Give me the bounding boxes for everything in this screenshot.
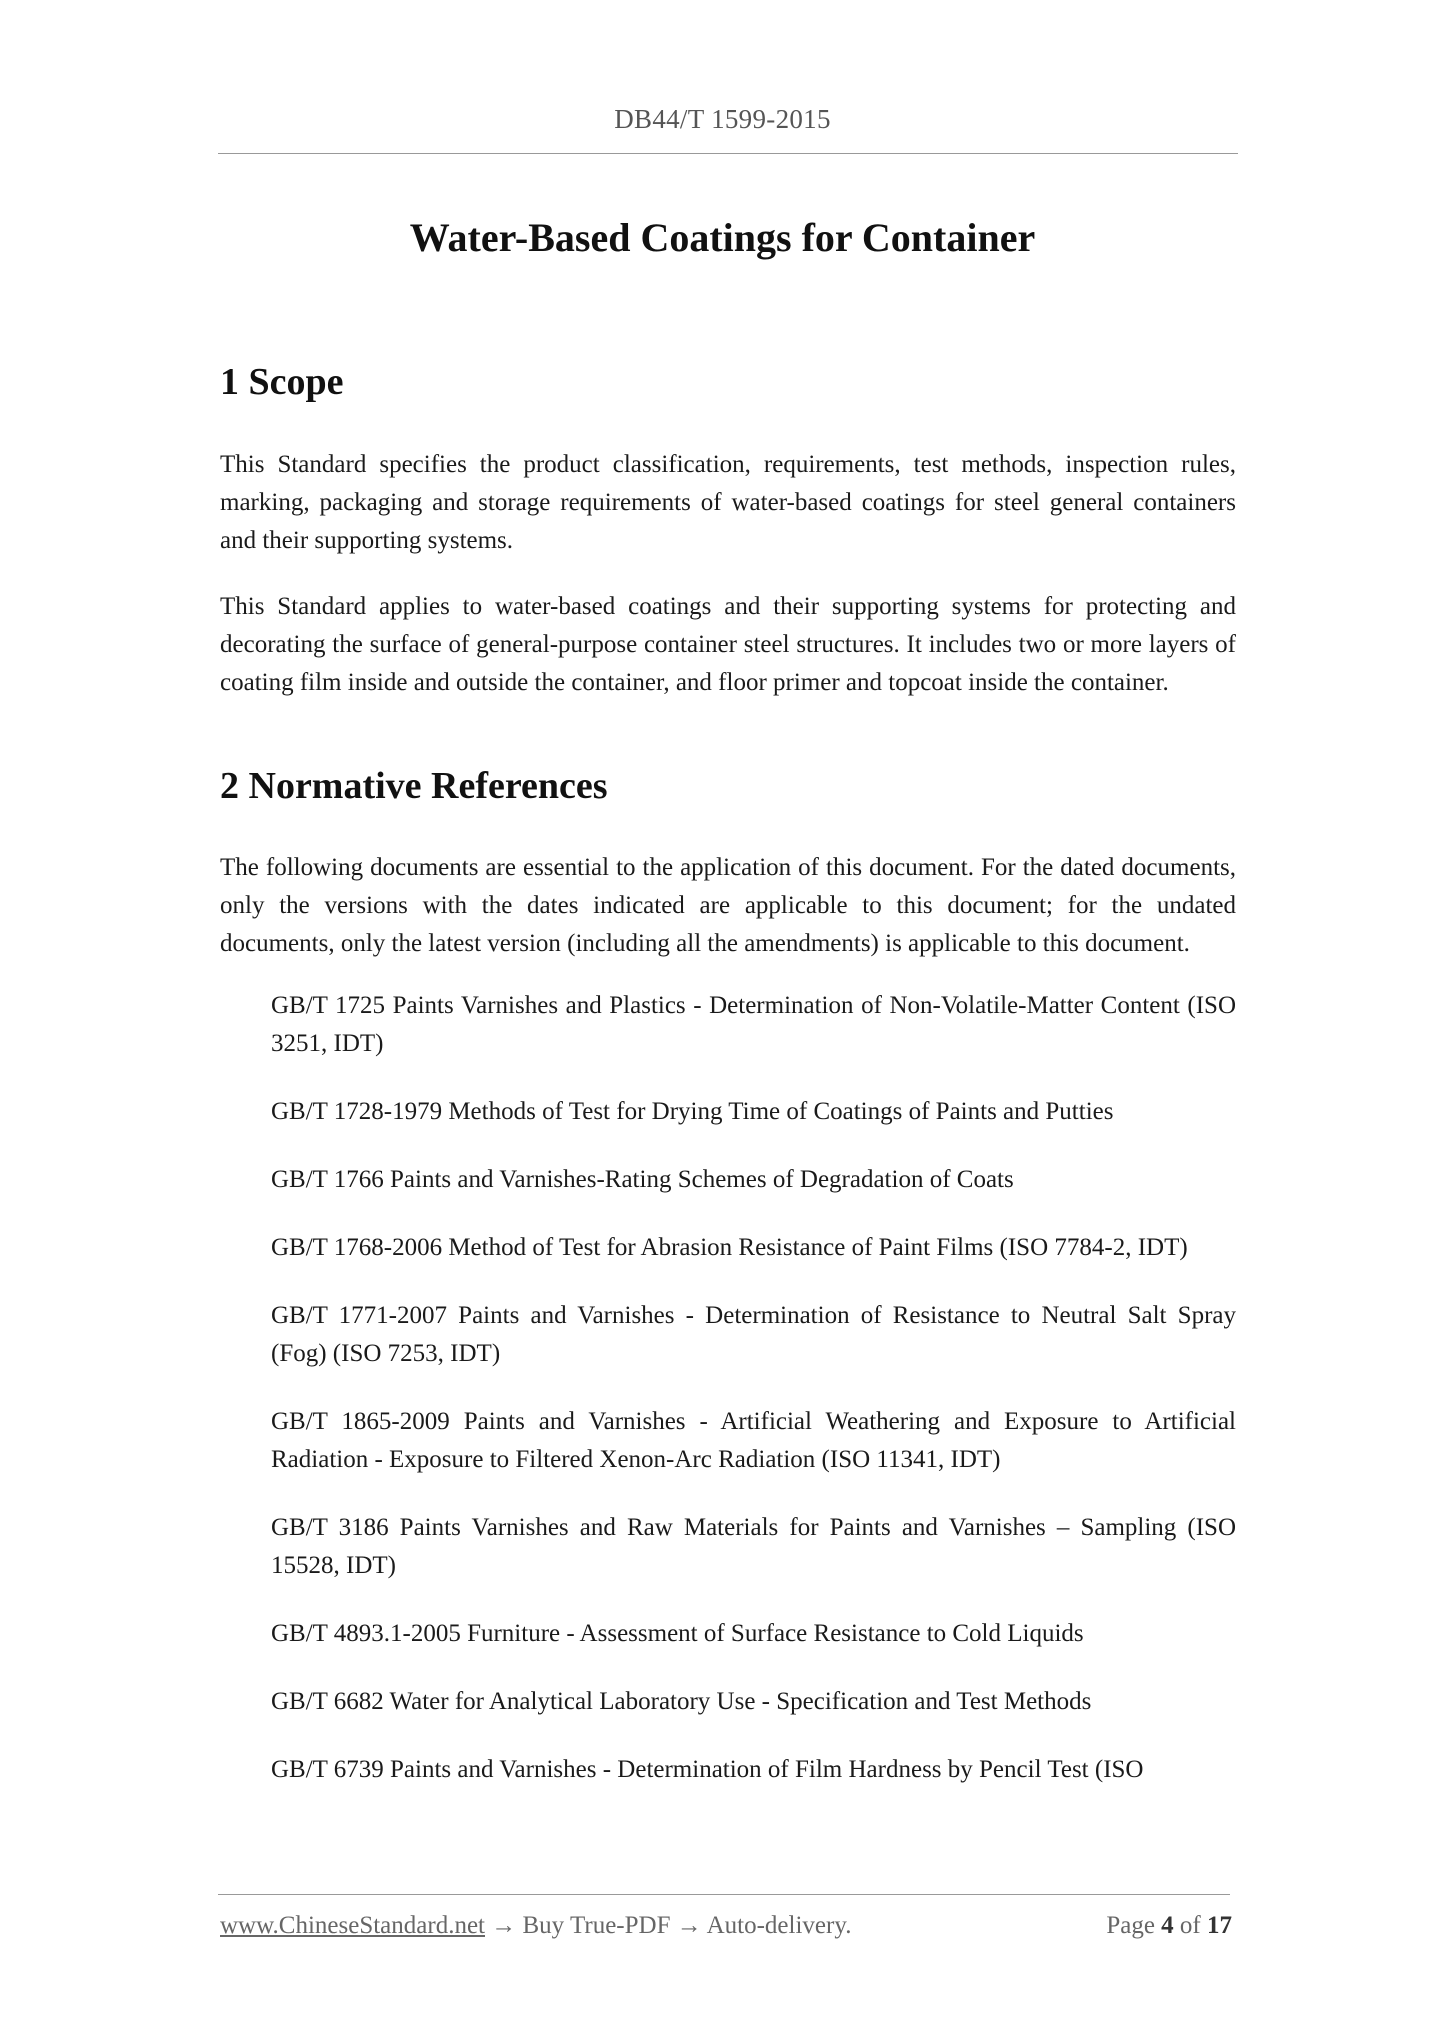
scope-paragraph: This Standard specifies the product classification, requirements, test methods, inspection rules, marking, packaging and storage requirements of water-based coatings for steel general containers and their supporting systems.: [220, 450, 1236, 554]
scope-paragraph: This Standard applies to water-based coatings and their supporting systems for protecting and decorating the surface of general-purpose container steel structures. It includes two or more layers of coating film inside and outside the container, and floor primer and topcoat inside the container.: [220, 592, 1236, 696]
section-heading-normative-references: 2 Normative References: [220, 764, 608, 807]
document-body: [220, 360, 1236, 1819]
current-page: 4: [1161, 1912, 1174, 1939]
buy-pdf-text: Buy True-PDF: [522, 1912, 671, 1939]
references-intro-paragraph: The following documents are essential to the application of this document. For the dated documents, only the versions with the dates indicated are applicable to this document; for the undated documents, only the latest version (including all the amendments) is applicable to this document.: [220, 854, 1236, 958]
reference-item: GB/T 1728-1979 Methods of Test for Drying Time of Coatings of Paints and Putties: [271, 1098, 1114, 1126]
reference-item: GB/T 6682 Water for Analytical Laboratory Use - Specification and Test Methods: [271, 1688, 1092, 1716]
of-label: of: [1179, 1912, 1201, 1939]
running-header: DB44/T 1599-2015: [614, 104, 831, 134]
reference-item: GB/T 4893.1-2005 Furniture - Assessment of Surface Resistance to Cold Liquids: [271, 1620, 1084, 1648]
reference-item: GB/T 1725 Paints Varnishes and Plastics - Determination of Non-Volatile-Matter Content (ISO 3251, IDT): [271, 992, 1236, 1058]
reference-item: GB/T 1865-2009 Paints and Varnishes - Artificial Weathering and Exposure to Artificial Radiation - Exposure to Filtered Xenon-Arc Radiation (ISO 11341, IDT): [271, 1408, 1236, 1474]
header-divider: [218, 153, 1238, 154]
page-number: [1106, 1912, 1232, 1940]
footer-divider: [218, 1894, 1230, 1895]
website-link[interactable]: www.ChineseStandard.net: [220, 1912, 485, 1939]
footer-promo: [220, 1912, 851, 1940]
reference-item: GB/T 1766 Paints and Varnishes-Rating Schemes of Degradation of Coats: [271, 1166, 1014, 1194]
auto-delivery-text: Auto-delivery.: [706, 1912, 852, 1939]
reference-item: GB/T 1768-2006 Method of Test for Abrasion Resistance of Paint Films (ISO 7784-2, IDT): [271, 1234, 1188, 1262]
reference-item: GB/T 1771-2007 Paints and Varnishes - Determination of Resistance to Neutral Salt Spray (Fog) (ISO 7253, IDT): [271, 1302, 1236, 1368]
section-heading-scope: 1 Scope: [220, 361, 344, 403]
page-label: Page: [1106, 1912, 1155, 1939]
arrow-right-icon: →: [491, 1912, 517, 1939]
reference-item: GB/T 3186 Paints Varnishes and Raw Materials for Paints and Varnishes – Sampling (ISO 15528, IDT): [271, 1514, 1236, 1580]
reference-list: [220, 987, 1236, 1789]
reference-item: GB/T 6739 Paints and Varnishes - Determination of Film Hardness by Pencil Test (ISO: [271, 1756, 1144, 1784]
document-title: Water-Based Coatings for Container: [409, 215, 1036, 260]
arrow-right-icon: →: [676, 1912, 702, 1939]
total-pages: 17: [1207, 1912, 1232, 1939]
